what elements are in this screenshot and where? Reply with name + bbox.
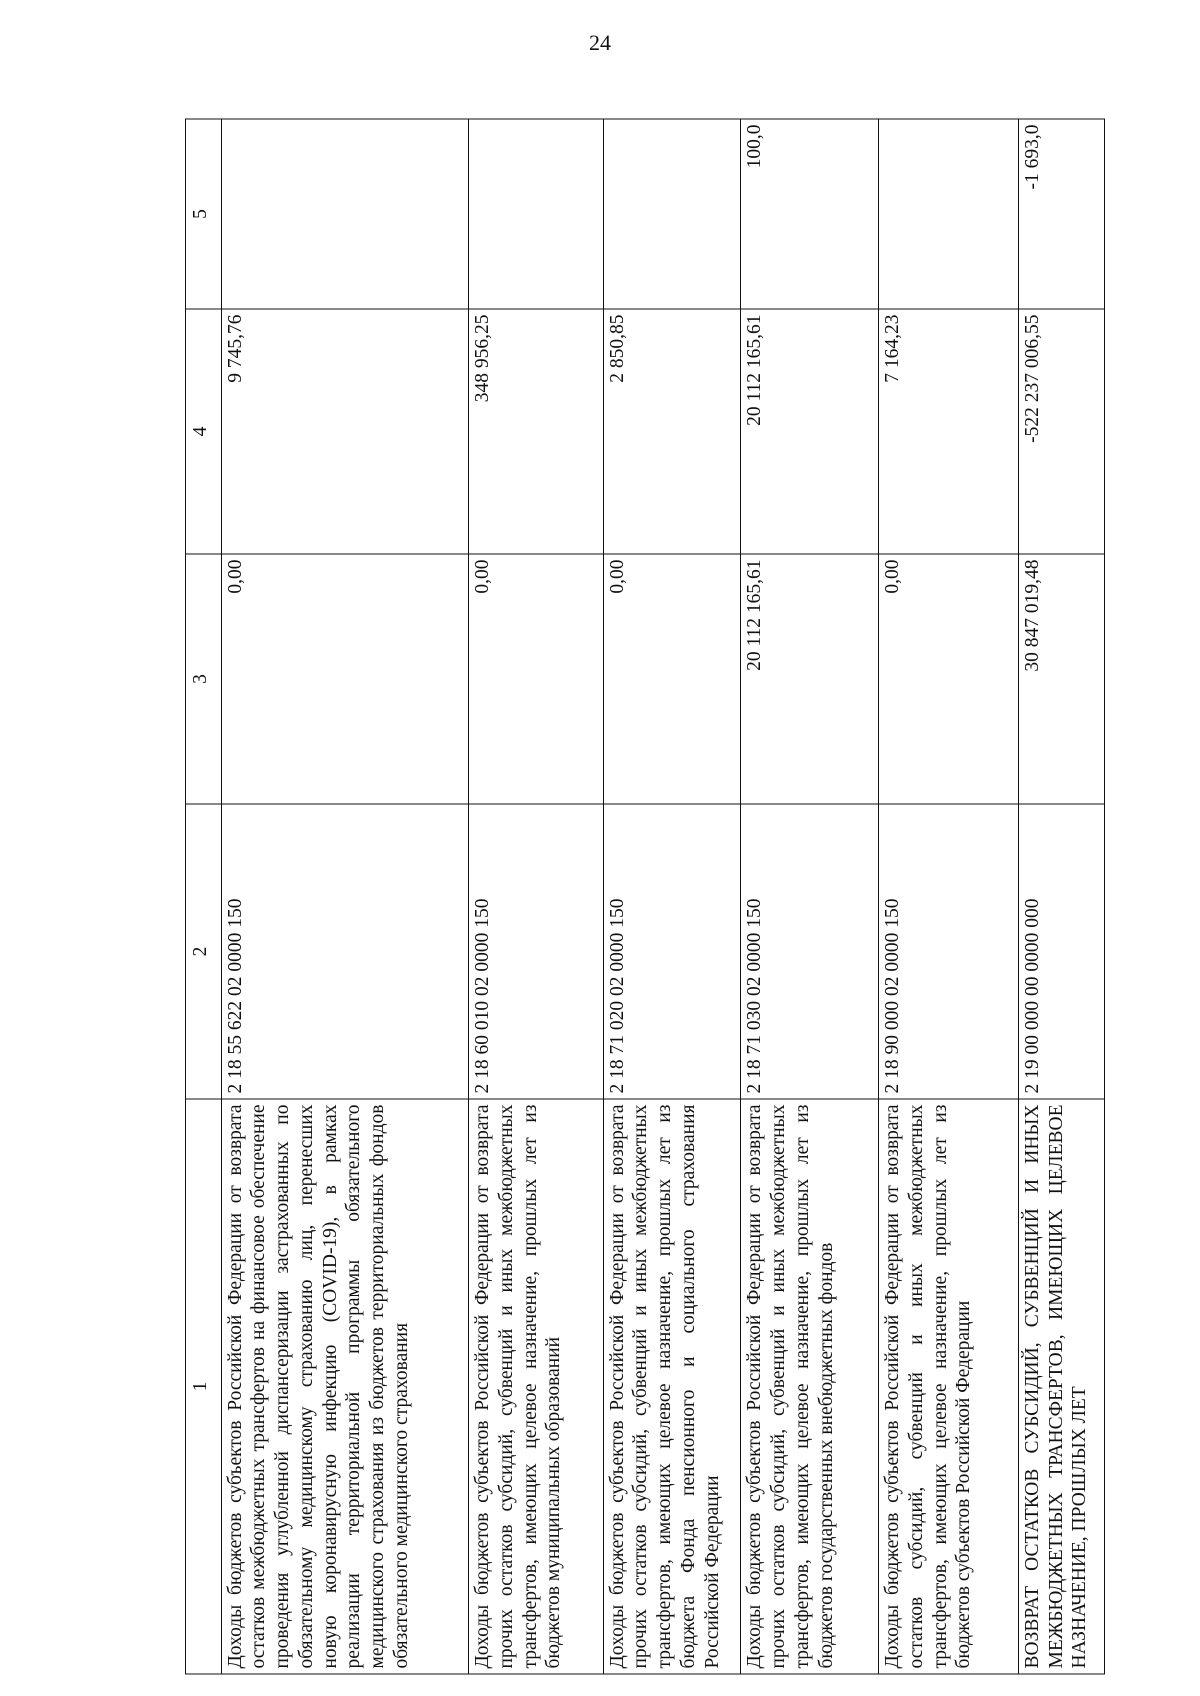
column-header: 4 — [186, 309, 222, 554]
column-header: 1 — [186, 1099, 222, 1674]
income-name-cell: Доходы бюджетов субъектов Российской Федерации от возврата прочих остатков субсидий, субвенций и иных межбюджетных трансфертов, имеющих целевое назначение, прошлых лет из бюджетов государственных внебюджетных фондов — [741, 1099, 879, 1674]
value-cell-col5 — [221, 119, 469, 309]
value-cell-col4: -522 237 006,55 — [1018, 309, 1104, 554]
budget-code-cell: 2 19 00 000 00 0000 000 — [1018, 804, 1104, 1099]
column-header: 3 — [186, 554, 222, 804]
value-cell-col4: 7 164,23 — [878, 309, 1018, 554]
budget-table — [185, 119, 1105, 1675]
table-row — [878, 119, 1018, 1674]
value-cell-col3: 0,00 — [221, 554, 469, 804]
budget-code-cell: 2 18 71 020 02 0000 150 — [603, 804, 741, 1099]
page-number: 24 — [589, 30, 611, 55]
table-row — [469, 119, 604, 1674]
column-header: 5 — [186, 119, 222, 309]
value-cell-col5: -1 693,0 — [1018, 119, 1104, 309]
value-cell-col5 — [469, 119, 604, 309]
value-cell-col5 — [878, 119, 1018, 309]
value-cell-col4: 348 956,25 — [469, 309, 604, 554]
income-name-cell: ВОЗВРАТ ОСТАТКОВ СУБСИДИЙ, СУБВЕНЦИЙ И ИНЫХ МЕЖБЮДЖЕТНЫХ ТРАНСФЕРТОВ, ИМЕЮЩИХ ЦЕЛЕВОЕ НАЗНАЧЕНИЕ, ПРОШЛЫХ ЛЕТ — [1018, 1099, 1104, 1674]
value-cell-col3: 20 112 165,61 — [741, 554, 879, 804]
budget-code-cell: 2 18 55 622 02 0000 150 — [221, 804, 469, 1099]
table-row — [221, 119, 469, 1674]
budget-code-cell: 2 18 71 030 02 0000 150 — [741, 804, 879, 1099]
table-row — [603, 119, 741, 1674]
income-name-cell: Доходы бюджетов субъектов Российской Федерации от возврата остатков субсидий, субвенций и иных межбюджетных трансфертов, имеющих целевое назначение, прошлых лет из бюджетов субъектов Российской Федерации — [878, 1099, 1018, 1674]
column-header: 2 — [186, 804, 222, 1099]
value-cell-col5 — [603, 119, 741, 309]
table-header-row — [186, 119, 222, 1674]
table-row-total — [1018, 119, 1104, 1674]
income-name-cell: Доходы бюджетов субъектов Российской Федерации от возврата прочих остатков субсидий, субвенций и иных межбюджетных трансфертов, имеющих целевое назначение, прошлых лет из бюджета Фонда пенсионного и социального страхования Российской Федерации — [603, 1099, 741, 1674]
value-cell-col3: 0,00 — [469, 554, 604, 804]
table-row — [741, 119, 879, 1674]
value-cell-col3: 0,00 — [878, 554, 1018, 804]
value-cell-col4: 2 850,85 — [603, 309, 741, 554]
value-cell-col4: 20 112 165,61 — [741, 309, 879, 554]
budget-code-cell: 2 18 60 010 02 0000 150 — [469, 804, 604, 1099]
budget-code-cell: 2 18 90 000 02 0000 150 — [878, 804, 1018, 1099]
value-cell-col5: 100,0 — [741, 119, 879, 309]
value-cell-col4: 9 745,76 — [221, 309, 469, 554]
rotated-table-container — [185, 120, 1105, 1675]
value-cell-col3: 30 847 019,48 — [1018, 554, 1104, 804]
value-cell-col3: 0,00 — [603, 554, 741, 804]
income-name-cell: Доходы бюджетов субъектов Российской Федерации от возврата остатков межбюджетных трансфертов на финансовое обеспечение проведения углубленной диспансеризации застрахованных по обязательному медицинскому страхованию лиц, перенесших новую коронавирусную инфекцию (COVID-19), в рамках реализации территориальной программы обязательного медицинского страхования из бюджетов территориальных фондов обязательного медицинского страхования — [221, 1099, 469, 1674]
income-name-cell: Доходы бюджетов субъектов Российской Федерации от возврата прочих остатков субсидий, субвенций и иных межбюджетных трансфертов, имеющих целевое назначение, прошлых лет из бюджетов муниципальных образований — [469, 1099, 604, 1674]
